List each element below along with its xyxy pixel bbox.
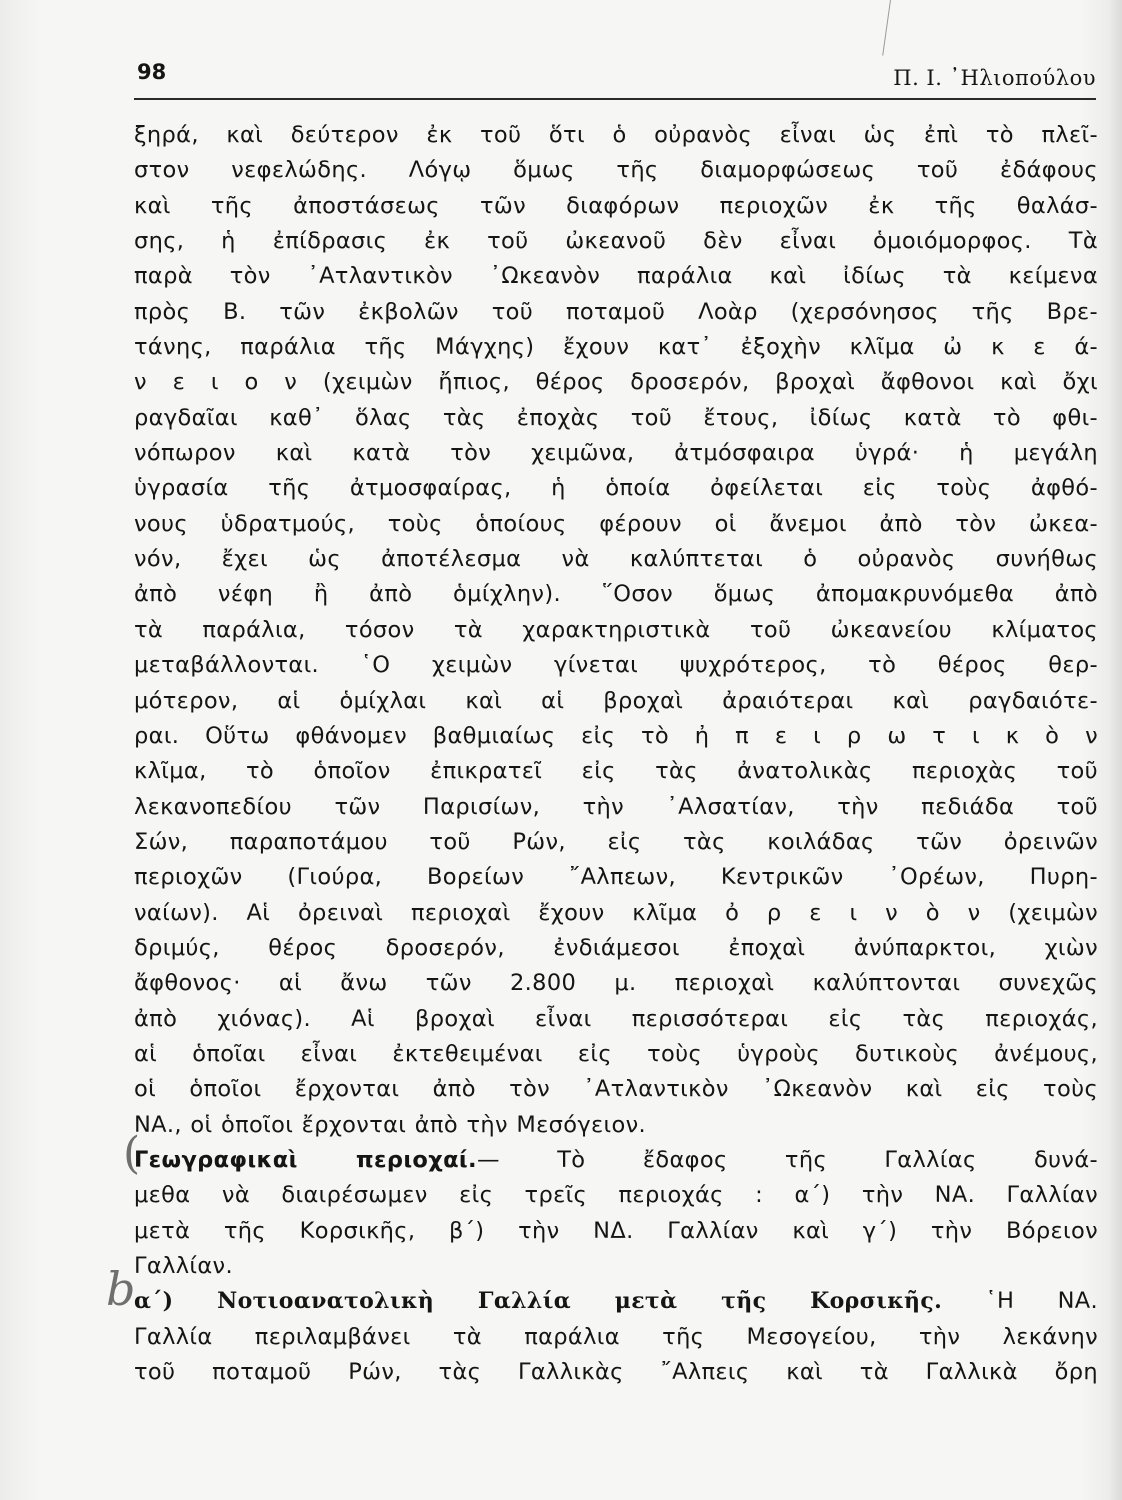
text-line: πρὸς Β. τῶν ἐκβολῶν τοῦ ποταμοῦ Λοὰρ (χερσόνησος τῆς Βρε- xyxy=(134,298,1098,325)
text-line: ραγδαῖαι καθ᾿ ὅλας τὰς ἐποχὰς τοῦ ἔτους, ἰδίως κατὰ τὸ φθι- xyxy=(134,404,1098,431)
text-line: ραι. Οὕτω φθάνομεν βαθμιαίως εἰς τὸ ἠ π ε ι ρ ω τ ι κ ὸ ν xyxy=(134,722,1098,749)
text-line: αἱ ὁποῖαι εἶναι ἐκτεθειμέναι εἰς τοὺς ὑγροὺς δυτικοὺς ἀνέμους, xyxy=(134,1040,1098,1067)
text-line: τὰ παράλια, τόσον τὰ χαρακτηριστικὰ τοῦ ὠκεανείου κλίματος xyxy=(134,616,1098,643)
text-line: Σών, παραποτάμου τοῦ Ρών, εἰς τὰς κοιλάδας τῶν ὀρεινῶν xyxy=(134,828,1098,855)
text-line: ΝΑ., οἱ ὁποῖοι ἔρχονται ἀπὸ τὴν Μεσόγειον. xyxy=(134,1111,647,1138)
text-line: νους ὑδρατμούς, τοὺς ὁποίους φέρουν οἱ ἄνεμοι ἀπὸ τὸν ὠκεα- xyxy=(134,510,1098,537)
text-line: ἀπὸ νέφη ἢ ἀπὸ ὁμίχλην). ῞Οσον ὅμως ἀπομακρυνόμεθα ἀπὸ xyxy=(134,581,1098,608)
text-line: μεθα νὰ διαιρέσωμεν εἰς τρεῖς περιοχάς : α´) τὴν ΝΑ. Γαλλίαν xyxy=(134,1182,1098,1209)
section-geographic-text: — Τὸ ἔδαφος τῆς Γαλλίας δυνά- xyxy=(476,1146,1098,1173)
section-heading-southeast: α´) Νοτιοανατολικὴ Γαλλία μετὰ τῆς Κορσικῆς. xyxy=(134,1288,943,1315)
text-line: στον νεφελώδης. Λόγῳ ὅμως τῆς διαμορφώσεως τοῦ ἐδάφους xyxy=(134,157,1098,184)
text-line: μετὰ τῆς Κορσικῆς, β´) τὴν ΝΔ. Γαλλίαν καὶ γ´) τὴν Βόρειον xyxy=(134,1217,1098,1244)
text-line: σης, ἡ ἐπίδρασις ἐκ τοῦ ὠκεανοῦ δὲν εἶναι ὁμοιόμορφος. Τὰ xyxy=(134,228,1098,255)
text-line: λεκανοπεδίου τῶν Παρισίων, τὴν ᾿Αλσατίαν, τὴν πεδιάδα τοῦ xyxy=(134,793,1098,820)
text-line: νόπωρον καὶ κατὰ τὸν χειμῶνα, ἀτμόσφαιρα ὑγρά· ἡ μεγάλη xyxy=(134,440,1098,467)
text-line: ξηρά, καὶ δεύτερον ἐκ τοῦ ὅτι ὁ οὐρανὸς εἶναι ὡς ἐπὶ τὸ πλεῖ- xyxy=(134,122,1098,148)
text-line: τοῦ ποταμοῦ Ρών, τὰς Γαλλικὰς ῎Αλπεις καὶ τὰ Γαλλικὰ ὄρη xyxy=(134,1359,1098,1386)
scan-artifact-line xyxy=(882,0,891,56)
text-line: ἄφθονος· αἱ ἄνω τῶν 2.800 μ. περιοχαὶ καλύπτονται συνεχῶς xyxy=(134,970,1098,997)
running-head: Π. Ι. ᾿Ηλιοπούλου xyxy=(893,66,1096,90)
section-southeast-text: ῾Η ΝΑ. xyxy=(942,1288,1098,1315)
page-header xyxy=(134,58,1096,100)
text-line: μότερον, αἱ ὁμίχλαι καὶ αἱ βροχαὶ ἀραιότεραι καὶ ραγδαιότε- xyxy=(134,687,1098,714)
body-text xyxy=(134,118,1098,1390)
text-line: ἀπὸ χιόνας). Αἱ βροχαὶ εἶναι περισσότεραι εἰς τὰς περιοχάς, xyxy=(134,1005,1098,1032)
text-line: ν ε ι ο ν (χειμὼν ἤπιος, θέρος δροσερόν, βροχαὶ ἄφθονοι καὶ ὄχι xyxy=(134,369,1098,396)
text-line: Γαλλία περιλαμβάνει τὰ παράλια τῆς Μεσογείου, τὴν λεκάνην xyxy=(134,1323,1098,1350)
text-line: ναίων). Αἱ ὀρειναὶ περιοχαὶ ἔχουν κλῖμα ὀ ρ ε ι ν ὸ ν (χειμὼν xyxy=(134,899,1098,926)
pencil-b-mark: b xyxy=(106,1262,136,1316)
section-heading-geographic: Γεωγραφικαὶ περιοχαί. xyxy=(134,1146,477,1173)
text-line: Γαλλίαν. xyxy=(134,1253,233,1279)
text-line: περιοχῶν (Γιούρα, Βορείων ῎Αλπεων, Κεντρικῶν ᾿Ορέων, Πυρη- xyxy=(134,864,1098,891)
text-line: μεταβάλλονται. ῾Ο χειμὼν γίνεται ψυχρότερος, τὸ θέρος θερ- xyxy=(134,652,1098,679)
section-southeast-first-line xyxy=(134,1284,1098,1319)
text-line: καὶ τῆς ἀποστάσεως τῶν διαφόρων περιοχῶν ἐκ τῆς θαλάσ- xyxy=(134,192,1098,219)
text-line: νόν, ἔχει ὡς ἀποτέλεσμα νὰ καλύπτεται ὁ οὐρανὸς συνήθως xyxy=(134,546,1098,573)
page-number: 98 xyxy=(137,60,167,84)
page-edge-shadow xyxy=(1108,0,1122,1500)
section-geographic-first-line xyxy=(134,1143,1098,1178)
text-line: δριμύς, θέρος δροσερόν, ἐνδιάμεσοι ἐποχαὶ ἀνύπαρκτοι, χιὼν xyxy=(134,934,1098,961)
text-line: ὑγρασία τῆς ἀτμοσφαίρας, ἡ ὁποία ὀφείλεται εἰς τοὺς ἀφθό- xyxy=(134,475,1098,502)
text-line: κλῖμα, τὸ ὁποῖον ἐπικρατεῖ εἰς τὰς ἀνατολικὰς περιοχὰς τοῦ xyxy=(134,758,1098,785)
text-line: παρὰ τὸν ᾿Ατλαντικὸν ᾿Ωκεανὸν παράλια καὶ ἰδίως τὰ κείμενα xyxy=(134,263,1098,290)
pencil-bracket-mark: ( xyxy=(123,1128,141,1179)
text-line: οἱ ὁποῖοι ἔρχονται ἀπὸ τὸν ᾿Ατλαντικὸν ᾿Ωκεανὸν καὶ εἰς τοὺς xyxy=(134,1076,1098,1103)
text-line: τάνης, παράλια τῆς Μάγχης) ἔχουν κατ᾿ ἐξοχὴν κλῖμα ὠ κ ε ά- xyxy=(134,334,1098,361)
